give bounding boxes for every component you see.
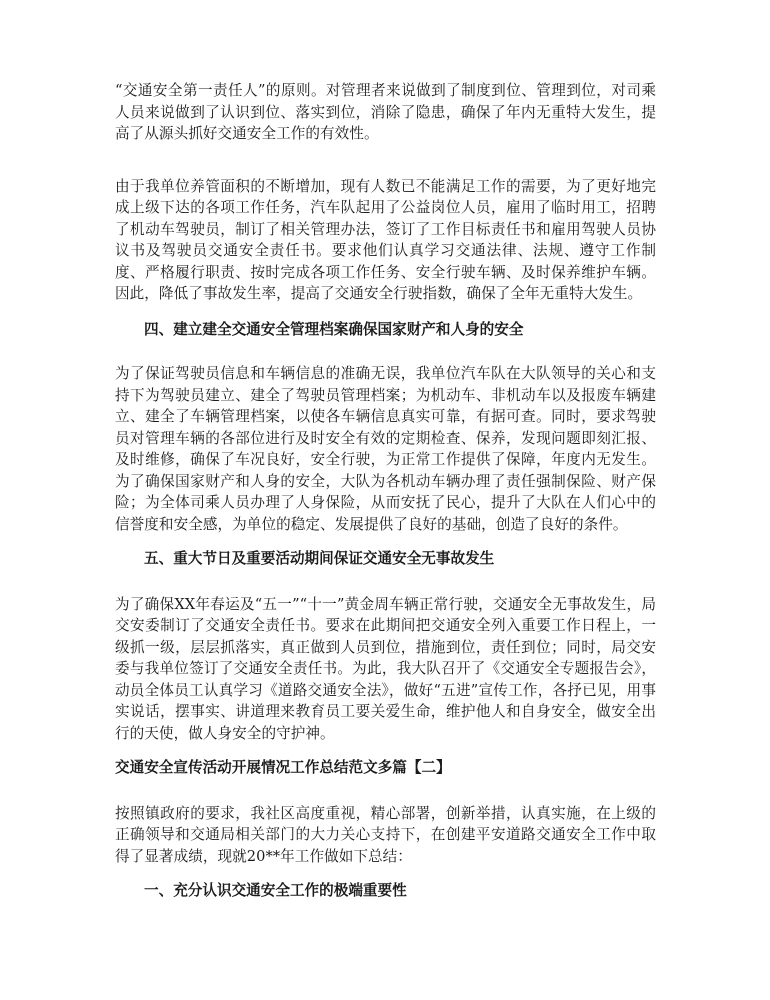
paragraph-staffing: 由于我单位养管面积的不断增加，现有人数已不能满足工作的需要，为了更好地完成上级下达的各项工作任务，汽车队起用了公益岗位人员，雇用了临时用工，招聘了机动车驾驶员，制订了相关管理办法，签订了工作目标责任书和雇用驾驶人员协议书及驾驶员交通安全责任书。要求他们认真学习交通法律、法规、遵守工作制度、严格履行职责、按时完成各项工作任务、安全行驶车辆、及时保养维护车辆。因此，降低了事故发生率，提高了交通安全行驶指数，确保了全年无重特大发生。 [115, 177, 656, 302]
heading-section-one: 一、充分认识交通安全工作的极端重要性 [144, 882, 407, 899]
paragraph-archives: 为了保证驾驶员信息和车辆信息的准确无误，我单位汽车队在大队领导的关心和支持下为驾驶员建立、建全了驾驶员管理档案；为机动车、非机动车以及报废车辆建立、建全了车辆管理档案，以使各车辆信息真实可靠，有据可查。同时，要求驾驶员对管理车辆的各部位进行及时安全有效的定期检查、保养，发现问题即刻汇报、及时维修，确保了车况良好，安全行驶，为正常工作提供了保障，年度内无发生。为了确保国家财产和人身的安全，大队为各机动车辆办理了责任强制保险、财产保险；为全体司乘人员办理了人身保险，从而安抚了民心，提升了大队在人们心中的信誉度和安全感，为单位的稳定、发展提供了良好的基础，创造了良好的条件。 [115, 365, 656, 533]
paragraph-community-intro: 按照镇政府的要求，我社区高度重视，精心部署，创新举措，认真实施，在上级的正确领导和交通局相关部门的大力关心支持下，在创建平安道路交通安全工作中取得了显著成绩，现就20**年工作做如下总结： [115, 804, 656, 865]
heading-section-five: 五、重大节日及重要活动期间保证交通安全无事故发生 [144, 550, 495, 567]
heading-section-four: 四、建立建全交通安全管理档案确保国家财产和人身的安全 [144, 320, 524, 338]
document-page [115, 80, 656, 902]
paragraph-responsibility-principle: “交通安全第一责任人”的原则。对管理者来说做到了制度到位、管理到位，对司乘人员来说做到了认识到位、落实到位，消除了隐患，确保了年内无重特大发生，提高了从源头抓好交通安全工作的有效性。 [115, 82, 656, 142]
article-title-part-two: 交通安全宣传活动开展情况工作总结范文多篇【二】 [115, 759, 451, 776]
paragraph-holidays: 为了确保XX年春运及“五一”“十一”黄金周车辆正常行驶，交通安全无事故发生，局交安委制订了交通安全责任书。要求在此期间把交通安全列入重要工作日程上，一级抓一级，层层抓落实，真正做到人员到位，措施到位，责任到位；同时，局交安委与我单位签订了交通安全责任书。为此，我大队召开了《交通安全专题报告会》，动员全体员工认真学习《道路交通安全法》，做好“五进”宣传工作，各抒已见，用事实说话，摆事实、讲道理来教育员工要关爱生命，维护他人和自身安全，做安全出行的天使，做人身安全的守护神。 [115, 595, 656, 742]
